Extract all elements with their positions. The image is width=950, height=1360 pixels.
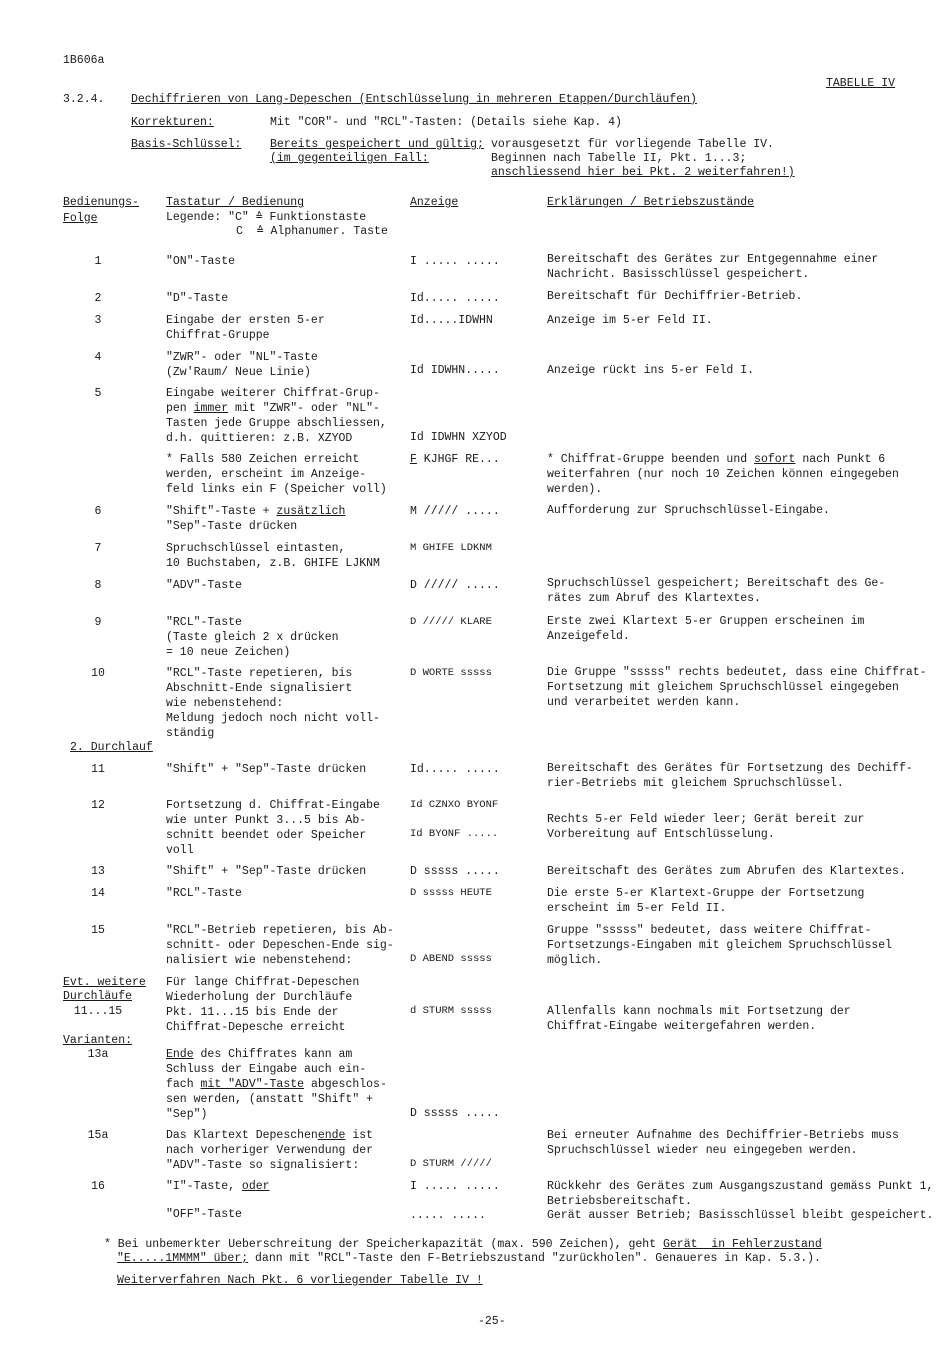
row15a-key: Das Klartext Depeschenende ist nach vorheriger Verwendung der "ADV"-Taste so signalisiert: [166,1129,374,1172]
col1-header-line1: Bedienungs- [63,196,139,209]
variants-label: Varianten: [63,1034,133,1047]
row6-explanation: Aufforderung zur Spruchschlüssel-Eingabe. [547,504,830,517]
row3-explanation: Anzeige im 5-er Feld II. [547,314,713,327]
row5-number: 5 [94,387,102,400]
row1-number: 1 [94,255,102,268]
row16-key-off: "OFF"-Taste [166,1208,242,1221]
basis-line1-part2: vorausgesetzt für vorliegende Tabelle IV. [491,138,774,151]
col4-header: Erklärungen / Betriebszustände [547,196,755,209]
korrekturen-label: Korrekturen: [131,116,214,129]
row16-explanation-1: Rückkehr des Gerätes zum Ausgangszustand gemäss Punkt 1, Betriebsbereitschaft. [547,1180,934,1208]
row6-key: "Shift"-Taste + zusätzlich "Sep"-Taste drücken [166,505,346,533]
row12-display-1: Id CZNXO BYONF [410,799,499,811]
section-number: 3.2.4. [63,93,105,106]
legend-line1: Legende: "C" ≙ Funktionstaste [166,211,367,224]
row15a-display: D STURM ///// [410,1158,492,1170]
row8-number: 8 [94,579,102,592]
basis-line2-part1: (im gegenteiligen Fall: [270,152,429,165]
further-passes-display: d STURM sssss [410,1005,492,1017]
col1-header-line2: Folge [63,212,98,225]
row15a-explanation: Bei erneuter Aufnahme des Dechiffrier-Betriebs muss Spruchschlüssel wieder neu eingegeben werden. [547,1129,899,1157]
row10-explanation: Die Gruppe "sssss" rechts bedeutet, dass eine Chiffrat- Fortsetzung mit gleichem Spruchschlüssel eingegeben und verarbeitet werden kann. [547,666,927,709]
row9-display: D ///// KLARE [410,616,492,628]
row3-number: 3 [94,314,102,327]
row13a-display: D sssss ..... [410,1107,500,1120]
row16-explanation-2: Gerät ausser Betrieb; Basisschlüssel bleibt gespeichert. [547,1209,934,1222]
row12-explanation: Rechts 5-er Feld wieder leer; Gerät bereit zur Vorbereitung auf Entschlüsselung. [547,813,865,841]
row6-number: 6 [94,505,102,518]
row13-key: "Shift" + "Sep"-Taste drücken [166,865,367,878]
row9-number: 9 [94,616,102,629]
row4-display: Id IDWHN..... [410,364,500,377]
row2-display: Id..... ..... [410,292,500,305]
basis-line1-part1: Bereits gespeichert und gültig; [270,138,484,151]
row2-explanation: Bereitschaft für Dechiffrier-Betrieb. [547,290,803,303]
korrekturen-text: Mit "COR"- und "RCL"-Tasten: (Details siehe Kap. 4) [270,116,622,129]
row3-display: Id.....IDWHN [410,314,493,327]
row12-number: 12 [91,799,105,812]
row13-explanation: Bereitschaft des Gerätes zum Abrufen des Klartextes. [547,865,906,878]
continue-instruction: Weiterverfahren Nach Pkt. 6 vorliegender Tabelle IV ! [117,1274,483,1287]
section-title: Dechiffrieren von Lang-Depeschen (Entschlüsselung in mehreren Etappen/Durchläufen) [131,93,697,106]
row15-key: "RCL"-Betrieb repetieren, bis Ab- schnitt- oder Depeschen-Ende sig- nalisiert wie nebenstehend: [166,924,394,967]
footnote-line2: "E.....1MMMM" über; dann mit "RCL"-Taste den F-Betriebszustand "zurückholen". Genaueres in Kap. 5.3.). [117,1252,821,1265]
legend-line2: C ≙ Alphanumer. Taste [236,225,388,238]
row15-display: D ABEND sssss [410,953,492,965]
basis-line2-part2: Beginnen nach Tabelle II, Pkt. 1...3; [491,152,747,165]
row8-explanation: Spruchschlüssel gespeichert; Bereitschaft des Ge- rätes zum Abruf des Klartextes. [547,577,886,605]
row5-display: Id IDWHN XZYOD [410,431,507,444]
footnote: * Bei unbemerkter Ueberschreitung der Speicherkapazität (max. 590 Zeichen), geht Gerät in Fehlerzustand [104,1238,822,1251]
row7-key: Spruchschlüssel eintasten, 10 Buchstaben, z.B. GHIFE LJKNM [166,542,380,570]
row11-display: Id..... ..... [410,763,500,776]
further-passes-label-2: Durchläufe [63,990,133,1003]
row16-display-2: ..... ..... [410,1209,486,1222]
row2-key: "D"-Taste [166,292,229,305]
row2-number: 2 [94,292,102,305]
row15a-number: 15a [87,1129,109,1142]
row5-note-key: * Falls 580 Zeichen erreicht werden, erscheint im Anzeige- feld links ein F (Speicher voll) [166,453,387,496]
col3-header: Anzeige [410,196,459,209]
row14-number: 14 [91,887,105,900]
row14-display: D sssss HEUTE [410,887,492,899]
row11-key: "Shift" + "Sep"-Taste drücken [166,763,367,776]
row15-number: 15 [91,924,105,937]
row13-display: D sssss ..... [410,865,500,878]
row4-explanation: Anzeige rückt ins 5-er Feld I. [547,364,755,377]
row4-key: "ZWR"- oder "NL"-Taste (Zw'Raum/ Neue Linie) [166,351,318,379]
row8-display: D ///// ..... [410,579,500,592]
row16-key: "I"-Taste, oder [166,1180,270,1193]
row11-explanation: Bereitschaft des Gerätes für Fortsetzung des Dechiff- rier-Betriebs mit gleichem Spruchschlüssel. [547,762,913,790]
further-passes-label-1: Evt. weitere [63,976,146,989]
row13-number: 13 [91,865,105,878]
further-passes-range: 11...15 [73,1005,123,1018]
row1-explanation: Bereitschaft des Gerätes zur Entgegennahme einer Nachricht. Basisschlüssel gespeichert. [547,253,879,281]
row12-key: Fortsetzung d. Chiffrat-Eingabe wie unter Punkt 3...5 bis Ab- schnitt beendet oder Speicher voll [166,799,380,857]
row5-key: Eingabe weiterer Chiffrat-Grup- pen immer mit "ZWR"- oder "NL"- Tasten jede Gruppe abschliessen, d.h. quittieren: z.B. XZYOD [166,387,387,445]
row14-key: "RCL"-Taste [166,887,242,900]
document-id: 1B606a [63,54,105,67]
further-passes-explanation: Allenfalls kann nochmals mit Fortsetzung der Chiffrat-Eingabe weitergefahren werden. [547,1005,851,1033]
row3-key: Eingabe der ersten 5-er Chiffrat-Gruppe [166,314,325,342]
row9-key: "RCL"-Taste (Taste gleich 2 x drücken = 10 neue Zeichen) [166,616,339,659]
row14-explanation: Die erste 5-er Klartext-Gruppe der Fortsetzung erscheint im 5-er Feld II. [547,887,865,915]
page-number: -25- [478,1315,506,1328]
row5-note-explanation: * Chiffrat-Gruppe beenden und sofort nach Punkt 6 weiterfahren (nur noch 10 Zeichen können eingegeben werden). [547,453,899,496]
row7-display: M GHIFE LDKNM [410,542,492,554]
row12-display-2: Id BYONF ..... [410,828,499,840]
row8-key: "ADV"-Taste [166,579,242,592]
row13a-number: 13a [87,1048,109,1061]
col2-header: Tastatur / Bedienung [166,196,305,209]
row16-display-1: I ..... ..... [410,1180,500,1193]
row13a-key: Ende des Chiffrates kann am Schluss der Eingabe auch ein- fach mit "ADV"-Taste abgeschlos- sen werden, (anstatt "Shift" + "Sep") [166,1048,387,1121]
further-passes-key: Für lange Chiffrat-Depeschen Wiederholung der Durchläufe Pkt. 11...15 bis Ende der Chiffrat-Depesche erreicht [166,976,360,1034]
basis-line3: anschliessend hier bei Pkt. 2 weiterfahren!) [491,166,795,179]
row10-number: 10 [91,667,105,680]
row1-key: "ON"-Taste [166,255,236,268]
row11-number: 11 [91,763,105,776]
table-label: TABELLE IV [826,77,896,90]
row16-number: 16 [91,1180,105,1193]
row5-note-display: F KJHGF RE... [410,453,500,466]
row10-display: D WORTE sssss [410,667,492,679]
row4-number: 4 [94,351,102,364]
row10-key: "RCL"-Taste repetieren, bis Abschnitt-Ende signalisiert wie nebenstehend: Meldung jedoch noch nicht voll- ständig [166,667,380,740]
row9-explanation: Erste zwei Klartext 5-er Gruppen erscheinen im Anzeigefeld. [547,615,865,643]
second-pass-label: 2. Durchlauf [70,741,153,754]
row1-display: I ..... ..... [410,255,500,268]
row7-number: 7 [94,542,102,555]
row6-display: M ///// ..... [410,505,500,518]
row15-explanation: Gruppe "sssss" bedeutet, dass weitere Chiffrat- Fortsetzungs-Eingaben mit gleichem Spruchschlüssel möglich. [547,924,893,967]
basis-label: Basis-Schlüssel: [131,138,242,151]
